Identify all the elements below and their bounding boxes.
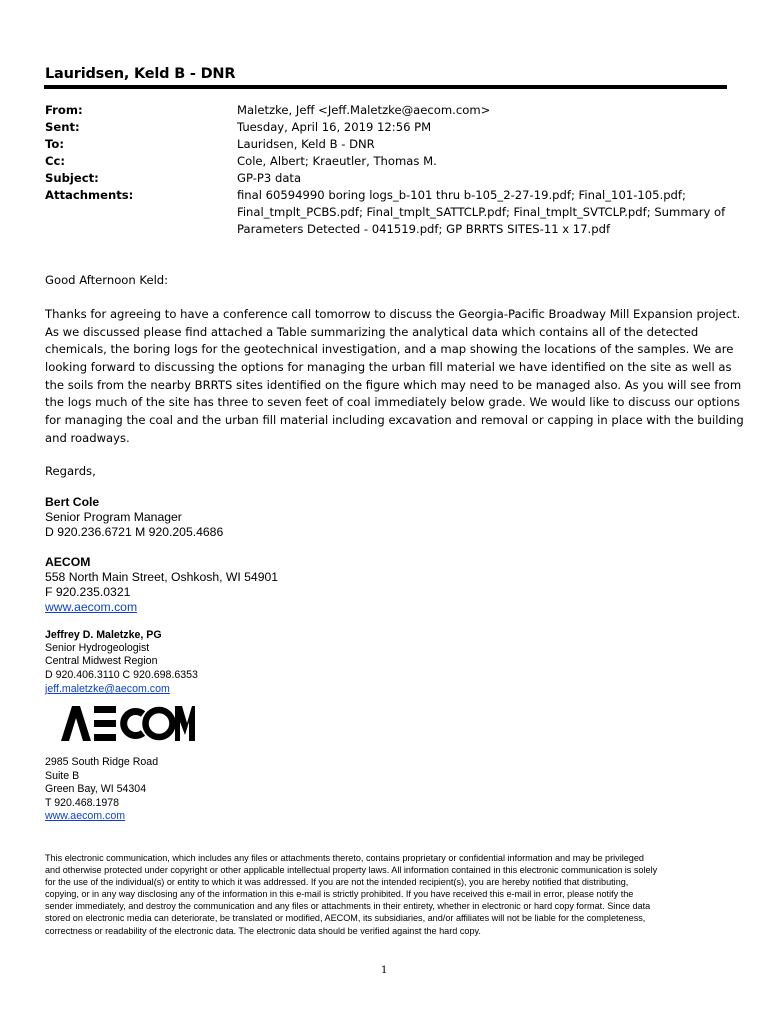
subject-label: Subject:: [45, 171, 99, 185]
signature-name: Jeffrey D. Maletzke, PG: [45, 629, 162, 641]
attachment-line: Parameters Detected - 041519.pdf; GP BRRTS SITES-11 x 17.pdf: [237, 222, 611, 236]
sent-value: Tuesday, April 16, 2019 12:56 PM: [237, 120, 432, 134]
address-line: Suite B: [45, 770, 80, 782]
email-link[interactable]: jeff.maletzke@aecom.com: [45, 683, 170, 695]
closing: Regards,: [45, 464, 96, 478]
body-line: for managing the coal and the urban fill material including excavation and removal or capping in place with the building: [45, 413, 744, 427]
sent-label: Sent:: [45, 120, 80, 134]
logo-letter-a: [61, 706, 91, 741]
signature-fax: F 920.235.0321: [45, 585, 131, 599]
logo-letter-c: [124, 712, 143, 736]
address-line: 2985 South Ridge Road: [45, 756, 159, 768]
signature-phones: D 920.406.3110 C 920.698.6353: [45, 669, 198, 681]
attachment-line: Final_tmplt_PCBS.pdf; Final_tmplt_SATTCLP.pdf; Final_tmplt_SVTCLP.pdf; Summary of: [237, 205, 726, 219]
body-line: As we discussed please find attached a Table summarizing the analytical data which contains all of the detected: [45, 325, 699, 339]
body-line: chemicals, the boring logs for the geotechnical investigation, and a map showing the locations of the samples. We are: [45, 342, 734, 356]
disclaimer-line: This electronic communication, which includes any files or attachments thereto, contains proprietary or confidential information and may be privileged: [45, 853, 644, 863]
disclaimer-line: for the use of the individual(s) or entity to which it was addressed. If you are not the intended recipient(s), you are hereby notified that distributing,: [45, 877, 629, 888]
greeting: Good Afternoon Keld:: [45, 273, 169, 287]
aecom-logo: [61, 705, 195, 743]
logo-letter-m: [175, 706, 195, 741]
body-line: and roadways.: [45, 431, 130, 445]
confidentiality-disclaimer: [45, 852, 735, 937]
website-link[interactable]: www.aecom.com: [45, 810, 126, 822]
body-line: the logs much of the site has three to seven feet of coal immediately below grade. We would like to discuss our options: [45, 395, 740, 409]
signature-title: Senior Program Manager: [45, 510, 182, 524]
page-number: 1: [381, 965, 388, 976]
logo-e-bar: [94, 734, 116, 741]
signature-company: AECOM: [45, 555, 91, 569]
body-line: the soils from the nearby BRRTS sites identified on the figure which may need to be managed also. As you will see from: [45, 378, 742, 392]
cc-label: Cc:: [45, 154, 66, 168]
to-label: To:: [45, 137, 64, 151]
mailbox-owner-name: Lauridsen, Keld B - DNR: [45, 66, 236, 82]
subject-value: GP-P3 data: [237, 171, 302, 185]
to-value: Lauridsen, Keld B - DNR: [237, 137, 375, 151]
attachment-line: final 60594990 boring logs_b-101 thru b-105_2-27-19.pdf; Final_101-105.pdf;: [237, 188, 686, 202]
disclaimer-line: sender immediately, and destroy the communication and any files or attachments in their entirety, whether in electronic or hard copy format. Since data: [45, 901, 651, 912]
logo-e-bar: [94, 720, 116, 727]
address-line: Green Bay, WI 54304: [45, 783, 147, 795]
signature-name: Bert Cole: [45, 495, 100, 509]
signature-region: Central Midwest Region: [45, 655, 158, 667]
office-phone: T 920.468.1978: [45, 797, 120, 809]
logo-e-bar: [94, 706, 116, 713]
signature-phones: D 920.236.6721 M 920.205.4686: [45, 525, 224, 539]
disclaimer-line: copying, or in any way disclosing any of the information in this e-mail is strictly prohibited. If you have received this e-mail in error, please notify the: [45, 889, 634, 900]
from-value: Maletzke, Jeff <Jeff.Maletzke@aecom.com>: [237, 103, 491, 117]
from-label: From:: [45, 103, 83, 117]
body-line: looking forward to discussing the options for managing the urban fill material we have identified on the site as well as: [45, 360, 732, 374]
disclaimer-line: and otherwise protected under copyright or other applicable intellectual property laws. All information contained in this electronic communication is solely: [45, 865, 658, 876]
website-link[interactable]: www.aecom.com: [45, 600, 138, 614]
disclaimer-line: stored on electronic media can deteriorate, be translated or modified, AECOM, its subsidiaries, and/or affiliates will not be liable for the completeness,: [45, 913, 646, 924]
signature-title: Senior Hydrogeologist: [45, 642, 150, 654]
disclaimer-line: correctness or readability of the electronic data. The electronic data should be verified against the hard copy.: [45, 925, 481, 936]
attachments-label: Attachments:: [45, 188, 134, 202]
logo-letter-o: [146, 710, 173, 737]
body-line: Thanks for agreeing to have a conference call tomorrow to discuss the Georgia-Pacific Broadway Mill Expansion project.: [45, 307, 741, 321]
header-divider: [44, 85, 727, 89]
cc-value: Cole, Albert; Kraeutler, Thomas M.: [237, 154, 437, 168]
signature-address: 558 North Main Street, Oshkosh, WI 54901: [45, 570, 279, 584]
